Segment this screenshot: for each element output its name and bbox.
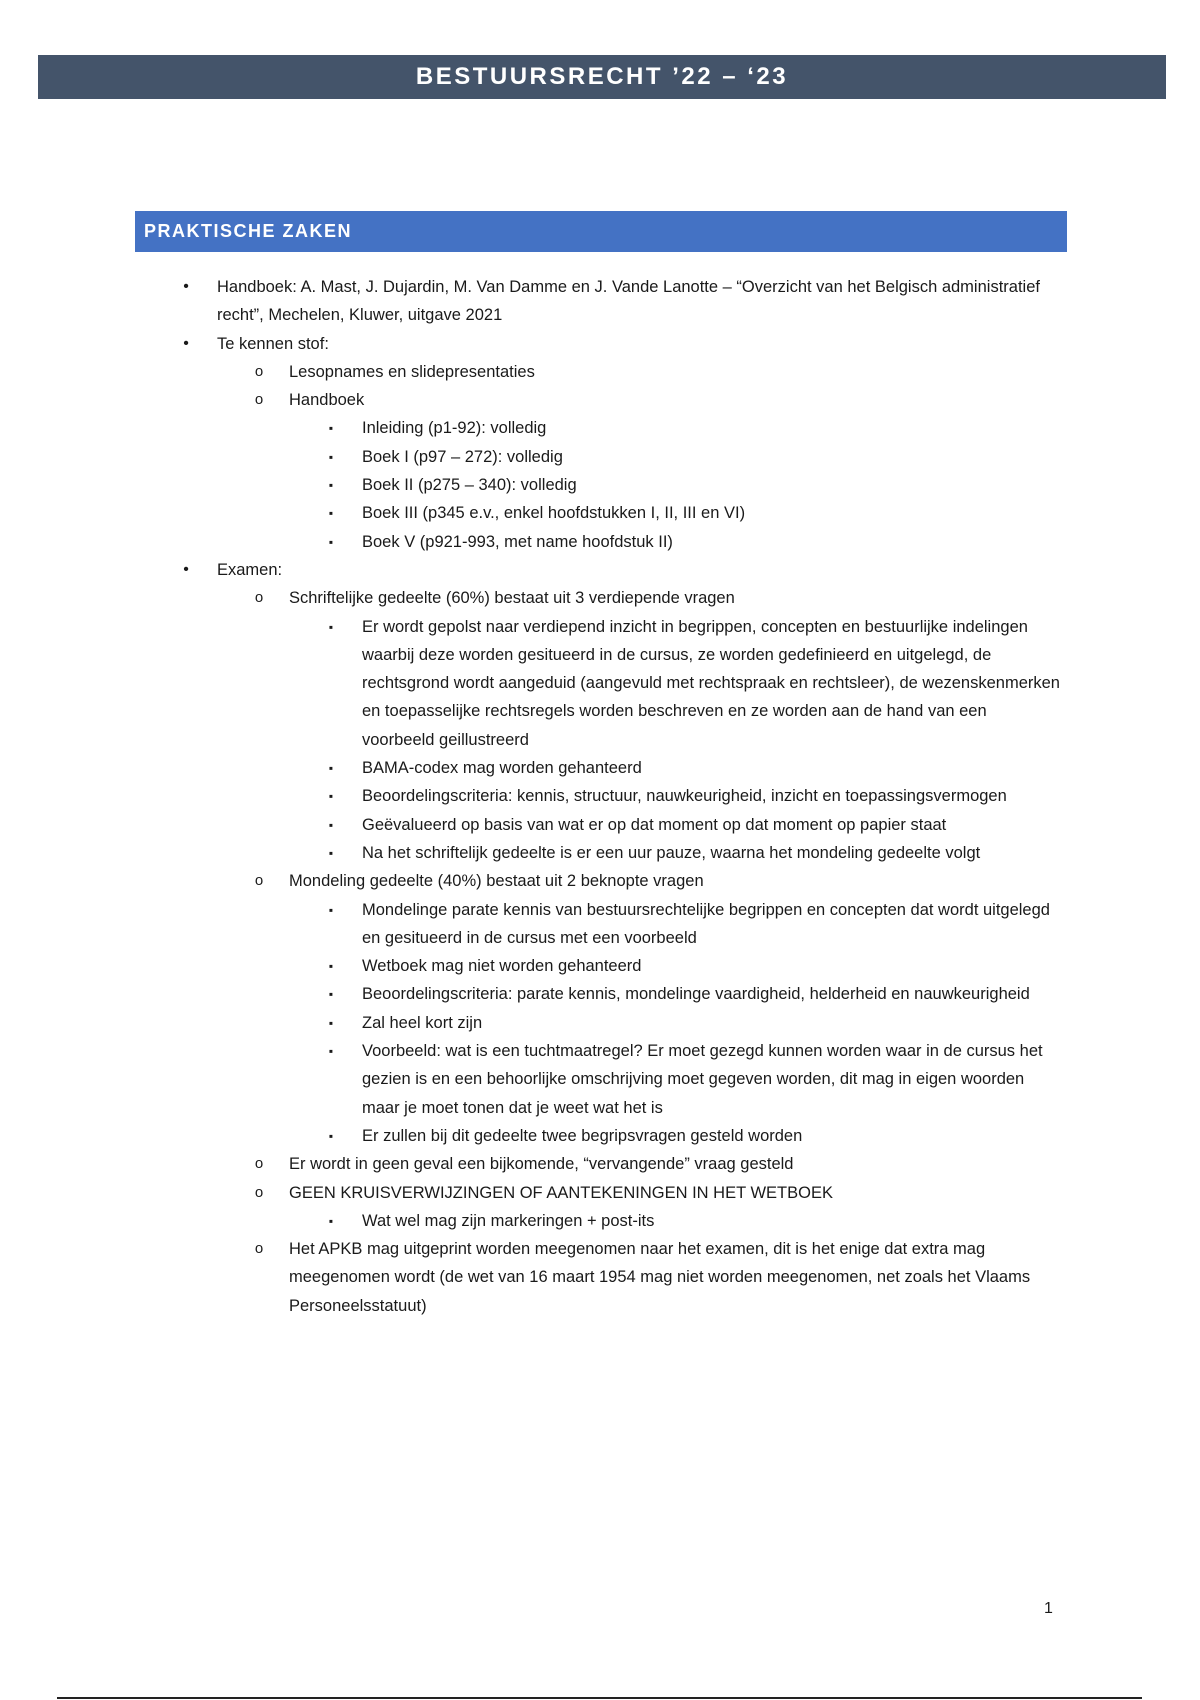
list-item xyxy=(0,896,1200,953)
list-item xyxy=(0,1235,1200,1320)
document-title: BESTUURSRECHT ’22 – ‘23 xyxy=(38,55,1166,99)
list-item-text: BAMA-codex mag worden gehanteerd xyxy=(362,759,642,778)
list-item xyxy=(0,471,1200,499)
square-marker: ▪ xyxy=(328,506,334,521)
list-item-text: Boek I (p97 – 272): volledig xyxy=(362,447,563,466)
square-marker: ▪ xyxy=(328,1213,334,1228)
square-marker: ▪ xyxy=(328,845,334,860)
square-marker: ▪ xyxy=(328,817,334,832)
square-marker: ▪ xyxy=(328,421,334,436)
circle-marker: o xyxy=(254,589,264,607)
list-item-text: Te kennen stof: xyxy=(217,334,329,353)
square-marker: ▪ xyxy=(328,449,334,464)
list-item xyxy=(0,273,1200,330)
list-item xyxy=(0,358,1200,386)
square-marker: ▪ xyxy=(328,1128,334,1143)
square-marker: ▪ xyxy=(328,902,334,917)
section-heading: PRAKTISCHE ZAKEN xyxy=(135,211,1067,252)
document-body xyxy=(0,273,1200,1320)
list-item xyxy=(0,754,1200,782)
square-marker: ▪ xyxy=(328,987,334,1002)
list-item-text: Examen: xyxy=(217,560,283,579)
list-item-text: Mondelinge parate kennis van bestuursrechtelijke begrippen en concepten dat wordt uitgelegd en gesitueerd in de cursus met een voorbeeld xyxy=(362,900,1050,947)
list-item-text: Boek III (p345 e.v., enkel hoofdstukken I, II, III en VI) xyxy=(362,504,746,523)
list-item xyxy=(0,839,1200,867)
circle-marker: o xyxy=(254,1155,264,1173)
list-item-text: Mondeling gedeelte (40%) bestaat uit 2 beknopte vragen xyxy=(289,872,704,891)
list-item-text: Beoordelingscriteria: kennis, structuur, nauwkeurigheid, inzicht en toepassingsvermogen xyxy=(362,787,1007,806)
square-marker: ▪ xyxy=(328,959,334,974)
list-item-text: Schriftelijke gedeelte (60%) bestaat uit 3 verdiepende vragen xyxy=(289,589,735,608)
list-item-text: Handboek: A. Mast, J. Dujardin, M. Van Damme en J. Vande Lanotte – “Overzicht van het Belgisch administratief recht”, Mechelen, Kluwer, uitgave 2021 xyxy=(217,278,1040,325)
list-item-text: Beoordelingscriteria: parate kennis, mondelinge vaardigheid, helderheid en nauwkeurigheid xyxy=(362,985,1030,1004)
list-item xyxy=(0,1122,1200,1150)
square-marker: ▪ xyxy=(328,478,334,493)
list-item xyxy=(0,811,1200,839)
square-marker: ▪ xyxy=(328,1044,334,1059)
list-item xyxy=(0,613,1200,754)
list-item xyxy=(0,782,1200,810)
list-item xyxy=(0,1009,1200,1037)
circle-marker: o xyxy=(254,1240,264,1258)
square-marker: ▪ xyxy=(328,534,334,549)
bullet-marker: • xyxy=(183,278,189,295)
list-item-text: GEEN KRUISVERWIJZINGEN OF AANTEKENINGEN IN HET WETBOEK xyxy=(289,1183,833,1202)
list-item-text: Handboek xyxy=(289,391,365,410)
list-item xyxy=(0,1037,1200,1122)
list-item-text: Wat wel mag zijn markeringen + post-its xyxy=(362,1211,655,1230)
square-marker: ▪ xyxy=(328,789,334,804)
list-item xyxy=(0,386,1200,414)
circle-marker: o xyxy=(254,391,264,409)
list-item-text: Zal heel kort zijn xyxy=(362,1013,483,1032)
list-item xyxy=(0,980,1200,1008)
circle-marker: o xyxy=(254,1183,264,1201)
list-item xyxy=(0,499,1200,527)
list-item xyxy=(0,867,1200,895)
list-item xyxy=(0,952,1200,980)
list-item xyxy=(0,556,1200,584)
footer-divider xyxy=(57,1697,1142,1699)
list-item-text: Geëvalueerd op basis van wat er op dat moment op dat moment op papier staat xyxy=(362,815,947,834)
list-item-text: Voorbeeld: wat is een tuchtmaatregel? Er moet gezegd kunnen worden waar in de cursus het gezien is en een behoorlijke omschrijving moet gegeven worden, dit mag in eigen woorden maar je moet tonen dat je weet wat het is xyxy=(362,1042,1043,1117)
bullet-marker: • xyxy=(183,560,189,578)
list-item xyxy=(0,443,1200,471)
list-item-text: Wetboek mag niet worden gehanteerd xyxy=(362,957,642,976)
bullet-marker: • xyxy=(183,334,189,352)
list-item-text: Inleiding (p1-92): volledig xyxy=(362,419,547,438)
list-item xyxy=(0,584,1200,612)
list-item-text: Er zullen bij dit gedeelte twee begripsvragen gesteld worden xyxy=(362,1126,803,1145)
page-number: 1 xyxy=(1044,1600,1053,1617)
list-item xyxy=(0,1179,1200,1207)
list-item xyxy=(0,1207,1200,1235)
list-item-text: Het APKB mag uitgeprint worden meegenomen naar het examen, dit is het enige dat extra mag meegenomen wordt (de wet van 16 maart 1954 mag niet worden meegenomen, net zoals het Vlaams Personeelsstatuut) xyxy=(289,1240,1031,1315)
list-item xyxy=(0,528,1200,556)
circle-marker: o xyxy=(254,872,264,890)
list-item-text: Lesopnames en slidepresentaties xyxy=(289,362,535,381)
square-marker: ▪ xyxy=(328,619,334,634)
list-item-text: Boek II (p275 – 340): volledig xyxy=(362,476,577,495)
list-item-text: Na het schriftelijk gedeelte is er een uur pauze, waarna het mondeling gedeelte volgt xyxy=(362,843,981,862)
list-item xyxy=(0,330,1200,358)
list-item xyxy=(0,1150,1200,1178)
square-marker: ▪ xyxy=(328,1015,334,1030)
list-item-text: Er wordt gepolst naar verdiepend inzicht in begrippen, concepten en bestuurlijke indelingen waarbij deze worden gesitueerd in de cursus, ze worden gedefinieerd en uitgelegd, de rechtsgrond wordt aangeduid (aangevuld met rechtspraak en rechtsleer), de wezenskenmerken en toepasselijke rechtsregels worden beschreven en ze worden aan de hand van een voorbeeld geillustreerd xyxy=(362,617,1060,749)
circle-marker: o xyxy=(254,362,264,380)
square-marker: ▪ xyxy=(328,761,334,776)
list-item-text: Boek V (p921-993, met name hoofdstuk II) xyxy=(362,532,673,551)
list-item xyxy=(0,414,1200,442)
list-item-text: Er wordt in geen geval een bijkomende, “vervangende” vraag gesteld xyxy=(289,1155,794,1174)
